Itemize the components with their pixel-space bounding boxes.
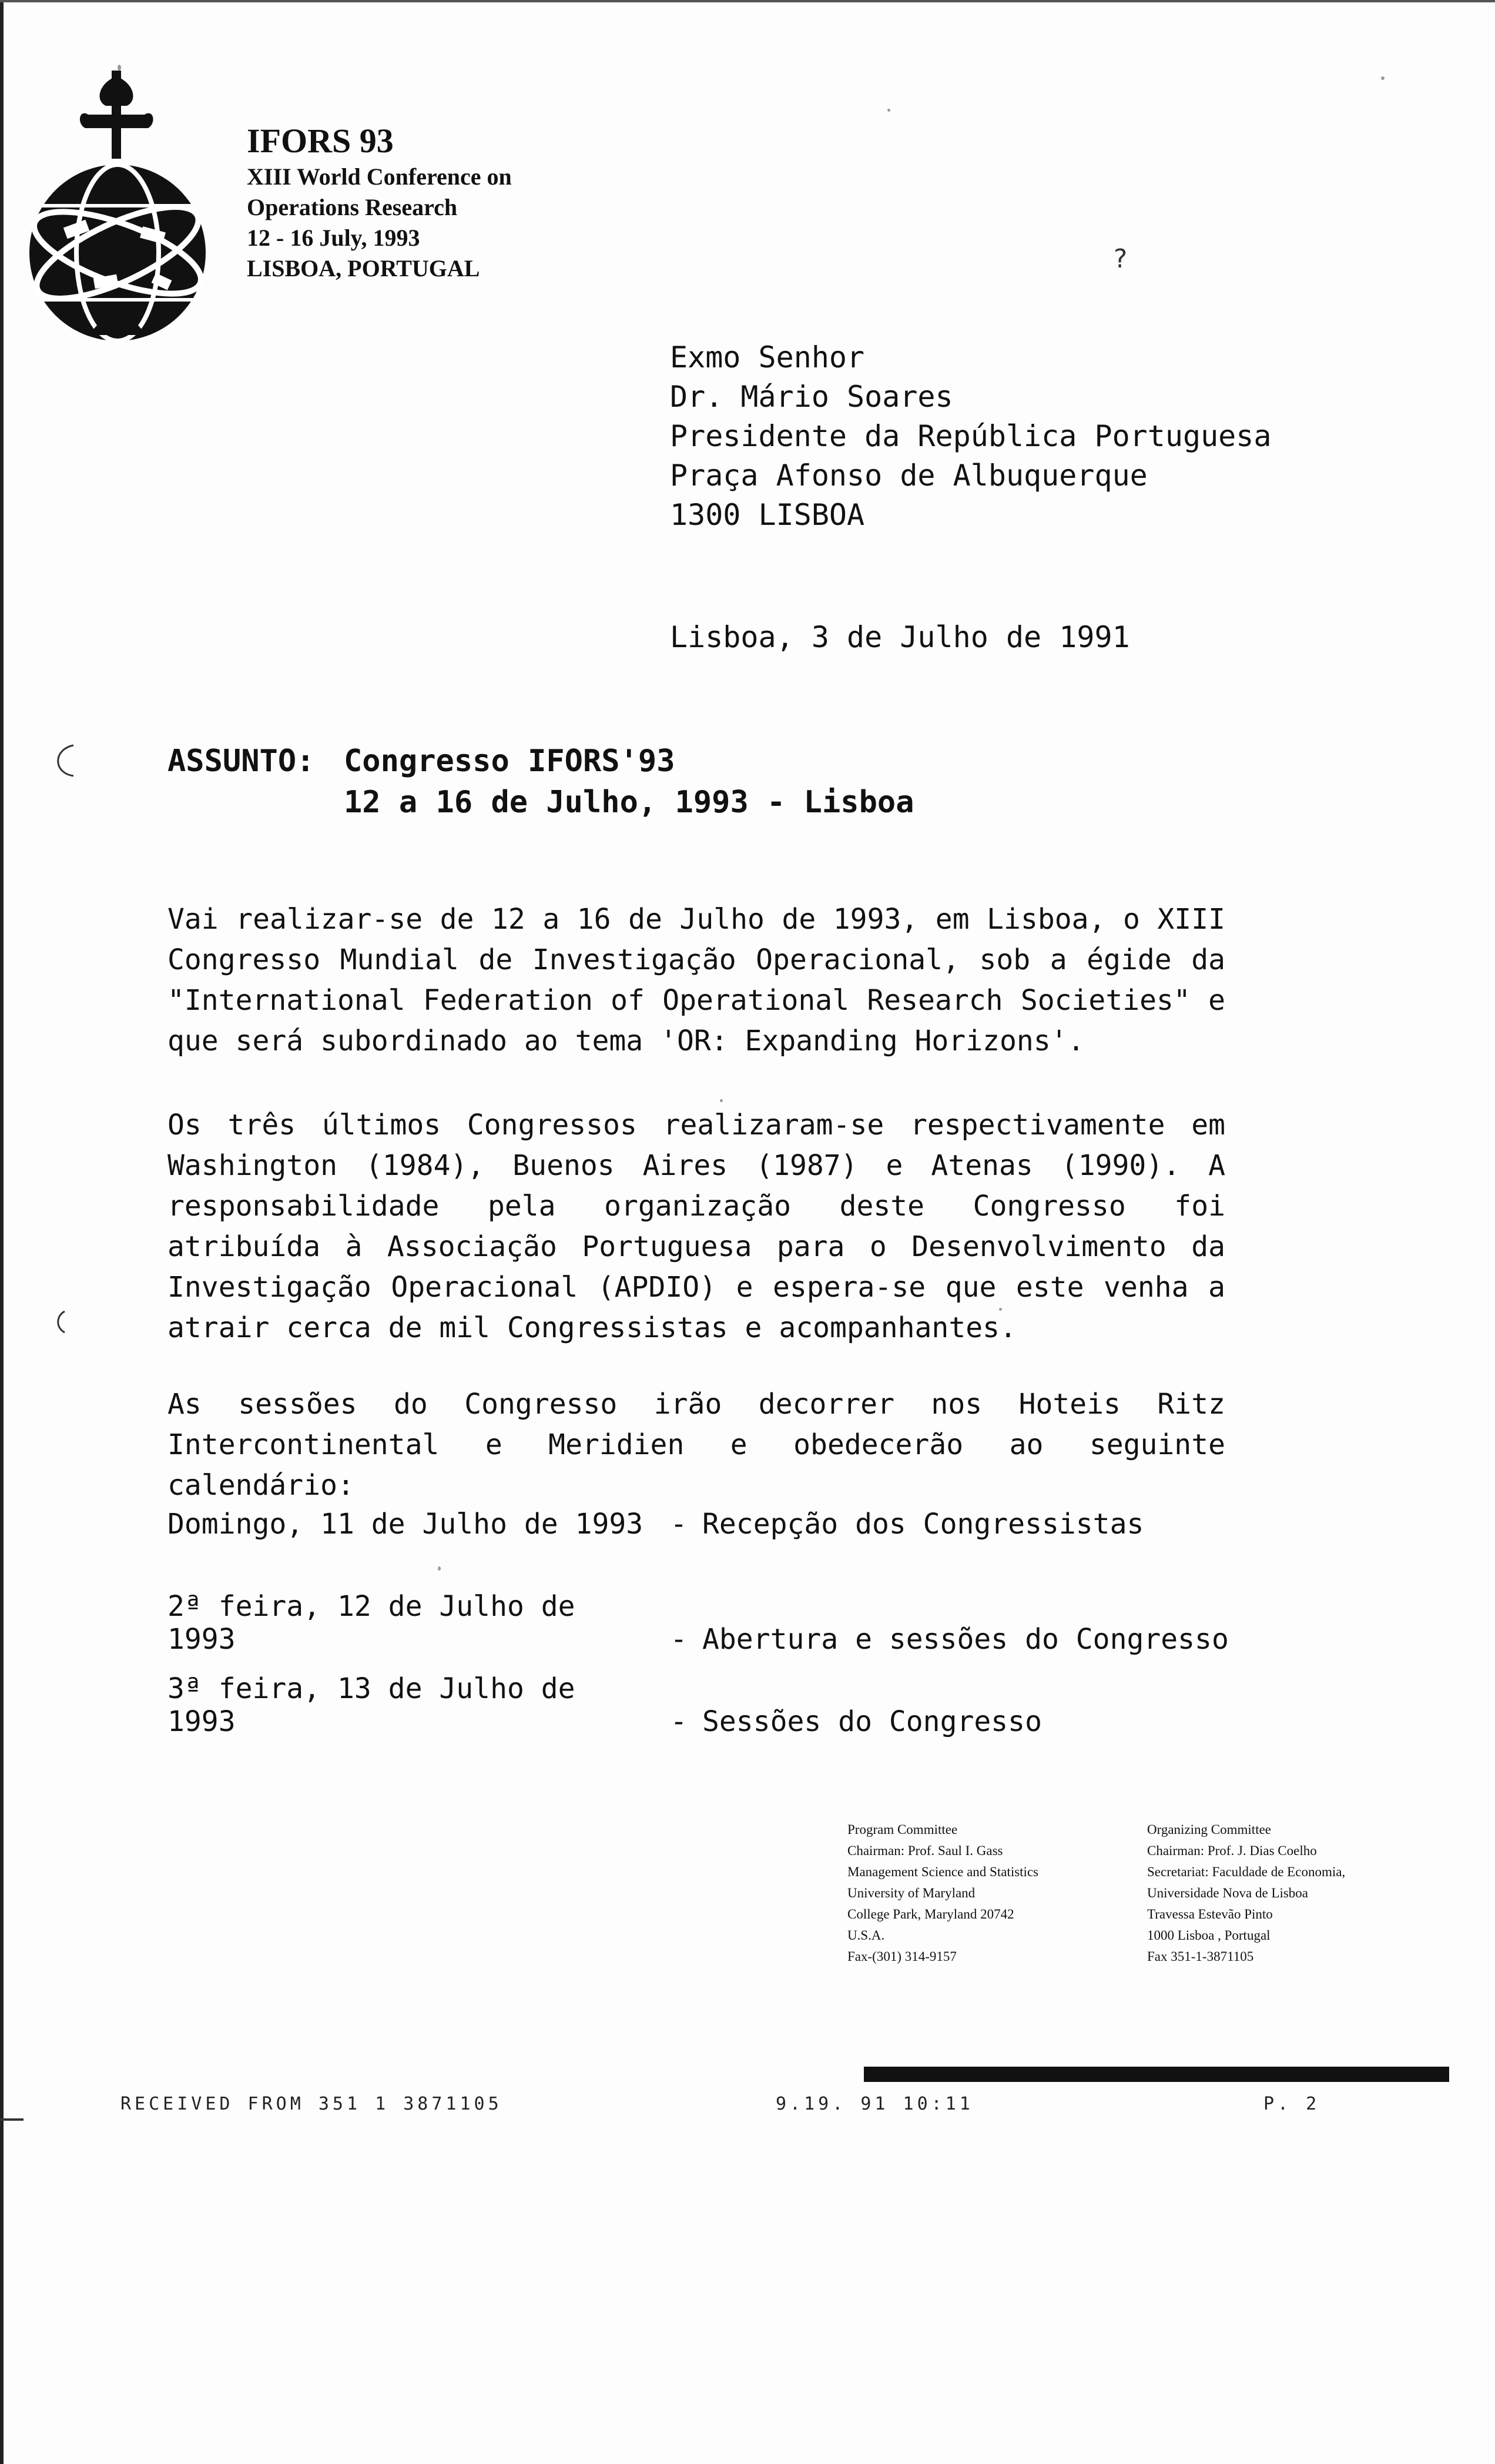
fax-received-from: RECEIVED FROM 351 1 3871105 (120, 2094, 502, 2114)
scan-speck (438, 1566, 441, 1571)
committee-line: University of Maryland (847, 1886, 976, 1900)
schedule-dash: - (670, 1508, 688, 1541)
letterhead-line: LISBOA, PORTUGAL (247, 255, 480, 282)
scan-edge-left (0, 0, 4, 2464)
scan-speck (720, 1099, 723, 1102)
bracket-mark-icon (47, 741, 82, 782)
program-committee-block (847, 1819, 1038, 1967)
scan-speck (887, 109, 890, 112)
recipient-line: Praça Afonso de Albuquerque (670, 458, 1148, 493)
subject-line: 12 a 16 de Julho, 1993 - Lisboa (344, 785, 914, 820)
recipient-line: 1300 LISBOA (670, 498, 865, 532)
letterhead-title: IFORS 93 (247, 122, 394, 160)
recipient-line: Dr. Mário Soares (670, 380, 953, 414)
letterhead-line: Operations Research (247, 194, 458, 220)
scan-speck (1381, 76, 1385, 80)
committee-line: College Park, Maryland 20742 (847, 1907, 1014, 1921)
schedule-dash: - (670, 1705, 688, 1738)
letterhead-line: 12 - 16 July, 1993 (247, 225, 420, 251)
scan-speck (118, 65, 121, 71)
committee-line: Travessa Estevão Pinto (1147, 1907, 1273, 1921)
committee-line: Secretariat: Faculdade de Economia, (1147, 1864, 1346, 1879)
committee-line: U.S.A. (847, 1928, 885, 1943)
schedule-date: Domingo, 11 de Julho de 1993 (167, 1508, 643, 1541)
globe-cross-icon (24, 59, 235, 347)
organizing-committee-block (1147, 1819, 1345, 1967)
schedule-event: Abertura e sessões do Congresso (702, 1623, 1229, 1656)
subject-label: ASSUNTO: (167, 744, 315, 779)
body-paragraph: Os três últimos Congressos realizaram-se respectivamente em Washington (1984), Buenos Aires (1987) e Atenas (1990). A responsabilidade pela organização deste Congresso foi atribuída à Associação Portuguesa para o Desenvolvimento da Investigação Operacional (APDIO) e espera-se que este venha a atrair cerca de mil Congressistas e acompanhantes. (167, 1109, 1225, 1344)
schedule-dash: - (670, 1623, 688, 1656)
letterhead (247, 120, 512, 284)
subject-block (167, 741, 914, 823)
body-paragraph: As sessões do Congresso irão decorrer nos Hoteis Ritz Intercontinental e Meridien e obedecerão ao seguinte calendário: (167, 1388, 1225, 1502)
schedule-row (167, 1508, 1144, 1541)
schedule-date: 2ª feira, 12 de Julho de 1993 (167, 1590, 575, 1656)
bracket-mark-icon (50, 1308, 73, 1337)
fax-page-number: P. 2 (1263, 2094, 1320, 2114)
fax-black-bar (864, 2067, 1449, 2082)
committee-line: Chairman: Prof. J. Dias Coelho (1147, 1843, 1317, 1858)
committee-line: Chairman: Prof. Saul I. Gass (847, 1843, 1003, 1858)
schedule-event: Recepção dos Congressistas (702, 1508, 1144, 1541)
scan-edge-top (0, 0, 1495, 2)
committee-line: Universidade Nova de Lisboa (1147, 1886, 1309, 1900)
schedule-event: Sessões do Congresso (702, 1705, 1042, 1738)
schedule-row (167, 1590, 1229, 1656)
subject-line: Congresso IFORS'93 (344, 744, 675, 779)
committee-line: 1000 Lisboa , Portugal (1147, 1928, 1271, 1943)
letter-date: Lisboa, 3 de Julho de 1991 (670, 620, 1130, 654)
letterhead-line: XIII World Conference on (247, 163, 512, 190)
body-paragraph: Vai realizar-se de 12 a 16 de Julho de 1993, em Lisboa, o XIII Congresso Mundial de Investigação Operacional, sob a égide da "International Federation of Operational Research Societies" e que será subordinado ao tema 'OR: Expanding Horizons'. (167, 903, 1225, 1057)
committee-line: Program Committee (847, 1822, 958, 1837)
committee-line: Organizing Committee (1147, 1822, 1272, 1837)
committee-line: Fax-(301) 314-9157 (847, 1949, 957, 1964)
fax-timestamp: 9.19. 91 10:11 (776, 2094, 974, 2114)
scan-edge-mark (0, 2118, 24, 2121)
schedule-row (167, 1672, 1042, 1738)
recipient-line: Presidente da República Portuguesa (670, 419, 1272, 453)
committee-line: Management Science and Statistics (847, 1864, 1039, 1879)
committee-line: Fax 351-1-3871105 (1147, 1949, 1254, 1964)
recipient-address (670, 338, 1272, 535)
margin-question-mark: ? (1114, 244, 1128, 274)
schedule-date: 3ª feira, 13 de Julho de 1993 (167, 1672, 575, 1738)
recipient-line: Exmo Senhor (670, 340, 865, 374)
